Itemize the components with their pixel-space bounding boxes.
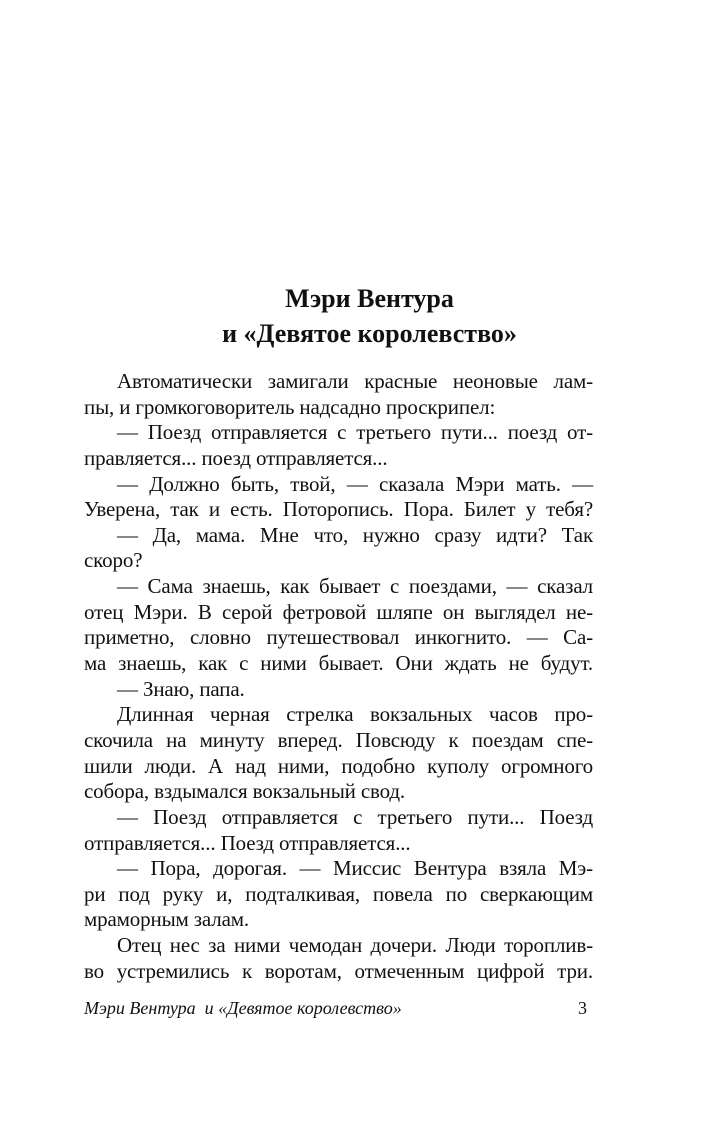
text-line: правляется... поезд отправляется... [84,445,388,470]
running-title: Мэри Вентура и «Девятое королевство» [84,998,402,1018]
body-text [84,369,593,984]
chapter-title [0,281,709,351]
text-line: — Знаю, папа. [117,676,245,701]
text-line: Автоматически замигали красные неоновые лам- [117,369,593,393]
text-line: собора, вздымался вокзальный свод. [84,779,406,804]
text-line: шили люди. А над ними, подобно куполу огромного [84,753,593,778]
text-line: Отец нес за ними чемодан дочери. Люди тороплив- [117,933,593,958]
text-line: — Поезд отправляется с третьего пути... Поезд [117,804,593,829]
text-line: мраморным залам. [84,907,250,932]
page-footer [84,998,587,1019]
text-line: скоро? [84,548,143,573]
text-line: — Да, мама. Мне что, нужно сразу идти? Так [117,522,593,547]
text-line: ма знаешь, как с ними бывает. Они ждать не будут. [84,651,593,676]
text-line: отправляется... Поезд отправляется... [84,830,411,855]
text-line: — Сама знаешь, как бывает с поездами, — сказал [117,574,593,599]
text-line: отец Мэри. В серой фетровой шляпе он выглядел не- [84,599,593,624]
text-line: — Должно быть, твой, — сказала Мэри мать. — [117,471,593,496]
page-number: 3 [578,998,587,1018]
text-line: скочила на минуту вперед. Повсюду к поездам спе- [84,727,593,752]
text-line: ри под руку и, подталкивая, повела по сверкающим [84,881,593,906]
chapter-title-line-2: и «Девятое королевство» [222,319,517,348]
chapter-title-line-1: Мэри Вентура [285,284,454,313]
text-line: — Поезд отправляется с третьего пути... поезд от- [117,420,593,445]
text-line: Длинная черная стрелка вокзальных часов про- [117,702,593,727]
text-line: пы, и громкоговоритель надсадно проскрипел: [84,394,496,419]
text-line: — Пора, дорогая. — Миссис Вентура взяла Мэ- [117,856,593,881]
text-line: приметно, словно путешествовал инкогнито. — Са- [84,625,593,650]
text-line: во устремились к воротам, отмеченным цифрой три. [84,958,593,983]
text-line: Уверена, так и есть. Поторопись. Пора. Билет у тебя? [84,497,593,522]
